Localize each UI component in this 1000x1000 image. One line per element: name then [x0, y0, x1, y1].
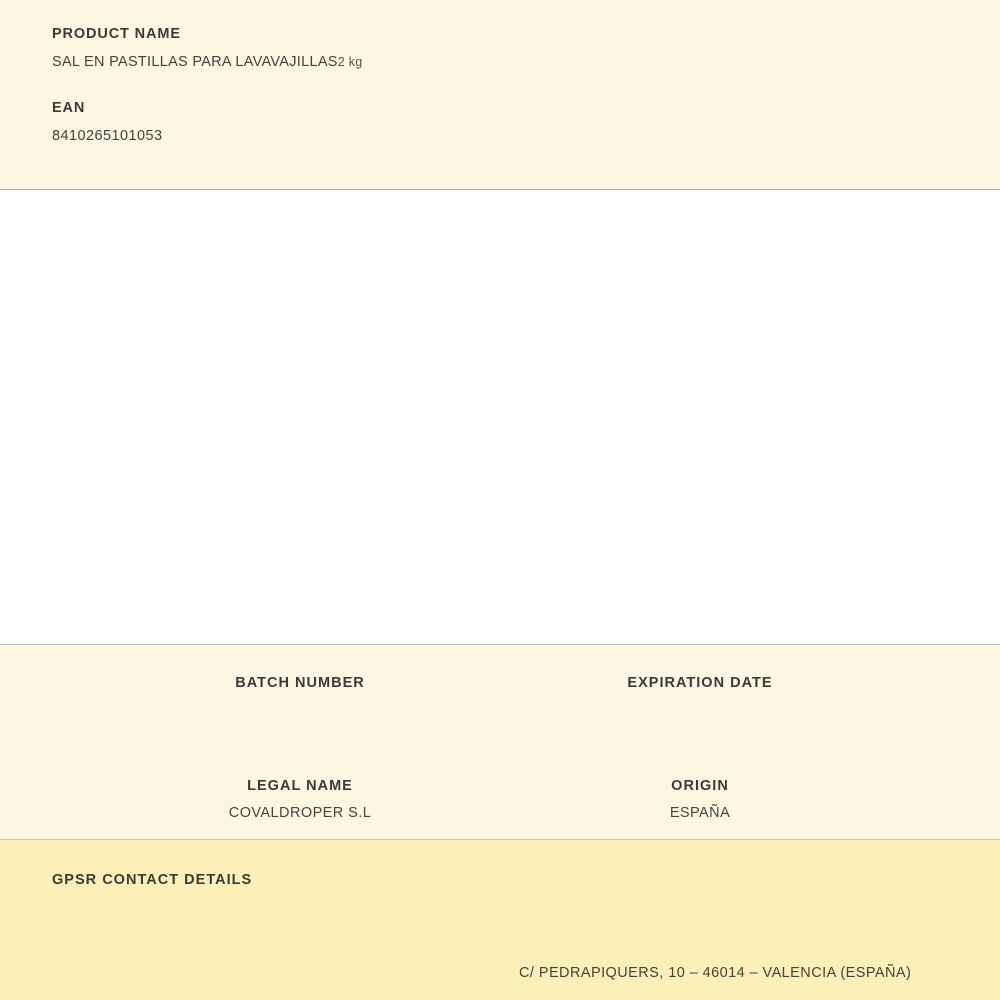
details-row-legal [0, 718, 1000, 822]
product-name-block [52, 26, 948, 72]
gpsr-section [0, 840, 1000, 1000]
batch-number-label: BATCH NUMBER [235, 675, 365, 691]
origin-label: ORIGIN [671, 778, 729, 795]
product-image-area [0, 190, 1000, 645]
product-name-value [52, 53, 948, 71]
product-name-label: PRODUCT NAME [52, 26, 181, 42]
legal-name-value: COVALDROPER S.L [228, 804, 372, 821]
details-row-batch [0, 645, 1000, 718]
product-details-section [0, 645, 1000, 840]
origin-value: ESPAÑA [669, 804, 731, 821]
ean-label: EAN [52, 99, 86, 116]
gpsr-contact-label: GPSR CONTACT DETAILS [52, 872, 253, 888]
origin-cell [500, 778, 900, 822]
ean-block [52, 100, 948, 146]
expiration-date-label: EXPIRATION DATE [627, 675, 773, 691]
ean-value: 8410265101053 [52, 127, 163, 144]
batch-number-cell [100, 675, 500, 718]
product-name-unit: 2 kg [337, 55, 363, 70]
expiration-date-value [500, 701, 900, 718]
legal-name-label: LEGAL NAME [247, 778, 353, 795]
legal-name-cell [100, 778, 500, 822]
gpsr-contact-address: C/ PEDRAPIQUERS, 10 – 46014 – VALENCIA (ESPAÑA) [519, 964, 912, 981]
expiration-date-cell [500, 675, 900, 718]
product-name-text: SAL EN PASTILLAS PARA LAVAVAJILLAS [52, 54, 338, 71]
batch-number-value [100, 701, 500, 718]
product-info-section [0, 0, 1000, 190]
